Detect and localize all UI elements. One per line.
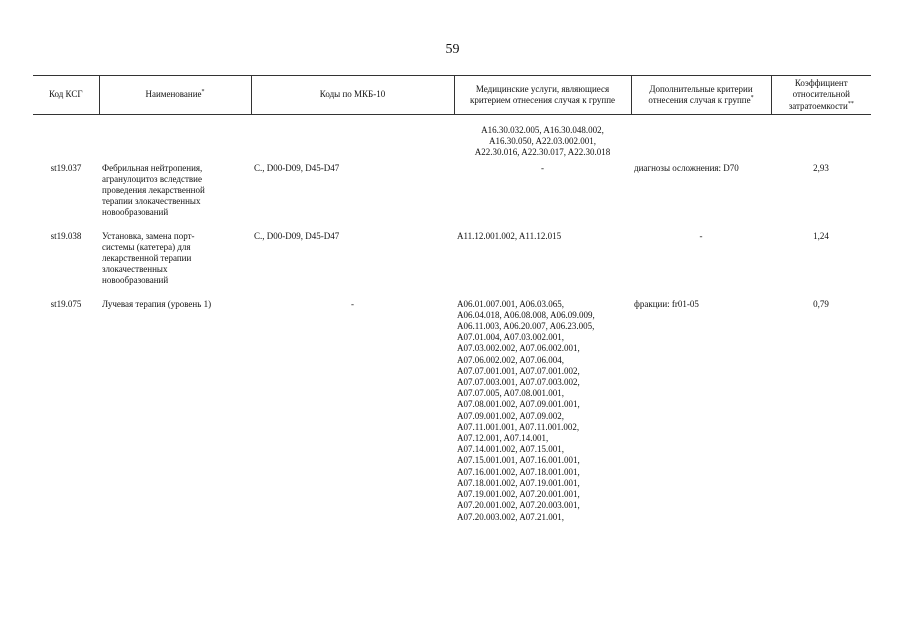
header-mkb: Коды по МКБ-10 xyxy=(251,76,454,115)
ksg-table xyxy=(33,75,871,531)
services-cell: A06.01.007.001, A06.03.065, A06.04.018, A06.08.008, A06.09.009, A06.11.003, A06.20.007, A06.23.005, A07.01.004, A07.03.002.001, A07.03.002.002, A07.06.002.001, A07.06.002.002, A07.06.004, A07.07.001.001, A07.07.001.002, A07.07.003.001, A07.07.003.002, A07.07.005, A07.08.001.001, A07.08.001.002, A07.09.001.001, A07.09.001.002, A07.09.002, A07.11.001.001, A07.11.001.002, A07.12.001, A07.14.001, A07.14.001.002, A07.15.001, A07.15.001.001, A07.16.001.001, A07.16.001.002, A07.18.001.001, A07.18.001.002, A07.19.001.001, A07.19.001.002, A07.20.001.001, A07.20.001.002, A07.20.003.001, A07.20.003.002, A07.21.001, xyxy=(457,298,595,522)
ksg-name: Лучевая терапия (уровень 1) xyxy=(102,298,212,309)
services-cell: - xyxy=(541,162,544,173)
criteria-cell: диагнозы осложнения: D70 xyxy=(634,162,739,173)
criteria-cell: фракции: fr01-05 xyxy=(634,298,699,309)
header-name: Наименование* xyxy=(99,76,251,115)
ksg-name: Установка, замена порт- системы (катетера) для лекарственной терапии злокачественных новообразований xyxy=(102,230,195,286)
table-row xyxy=(33,295,871,531)
header-criteria: Дополнительные критерии отнесения случая к группе* xyxy=(631,76,771,115)
table-row-continuation xyxy=(33,115,871,159)
mkb-codes: C., D00-D09, D45-D47 xyxy=(254,230,340,241)
table-row xyxy=(33,159,871,227)
ksg-code: st19.038 xyxy=(50,230,82,241)
services-cell xyxy=(454,115,631,159)
page-number: 59 xyxy=(445,42,460,57)
header-name-mark: * xyxy=(201,89,205,96)
table-row xyxy=(33,227,871,295)
mkb-codes: C., D00-D09, D45-D47 xyxy=(254,162,340,173)
coef-cell: 1,24 xyxy=(813,230,829,241)
ksg-code: st19.037 xyxy=(50,162,82,173)
header-coef: Коэффициент относительной затратоемкости** xyxy=(771,76,871,115)
services-line: A22.30.016, A22.30.017, A22.30.018 xyxy=(474,147,611,158)
table-header-row xyxy=(33,76,871,115)
header-criteria-mark: * xyxy=(750,95,754,101)
header-services: Медицинские услуги, являющиеся критерием отнесения случая к группе xyxy=(454,76,631,115)
services-line: A16.30.050, A22.03.002.001, xyxy=(488,136,596,147)
ksg-code: st19.075 xyxy=(50,298,82,309)
header-coef-mark: ** xyxy=(847,100,854,107)
mkb-codes: - xyxy=(351,298,354,309)
coef-cell: 0,79 xyxy=(813,298,829,309)
header-code: Код КСГ xyxy=(33,76,99,115)
ksg-name: Фебрильная нейтропения, агранулоцитоз вследствие проведения лекарственной терапии злокачественных новообразований xyxy=(102,162,205,218)
criteria-cell: - xyxy=(699,230,703,241)
coef-cell: 2,93 xyxy=(813,162,829,173)
services-line: A16.30.032.005, A16.30.048.002, xyxy=(481,125,604,135)
services-cell: A11.12.001.002, A11.12.015 xyxy=(457,230,562,241)
